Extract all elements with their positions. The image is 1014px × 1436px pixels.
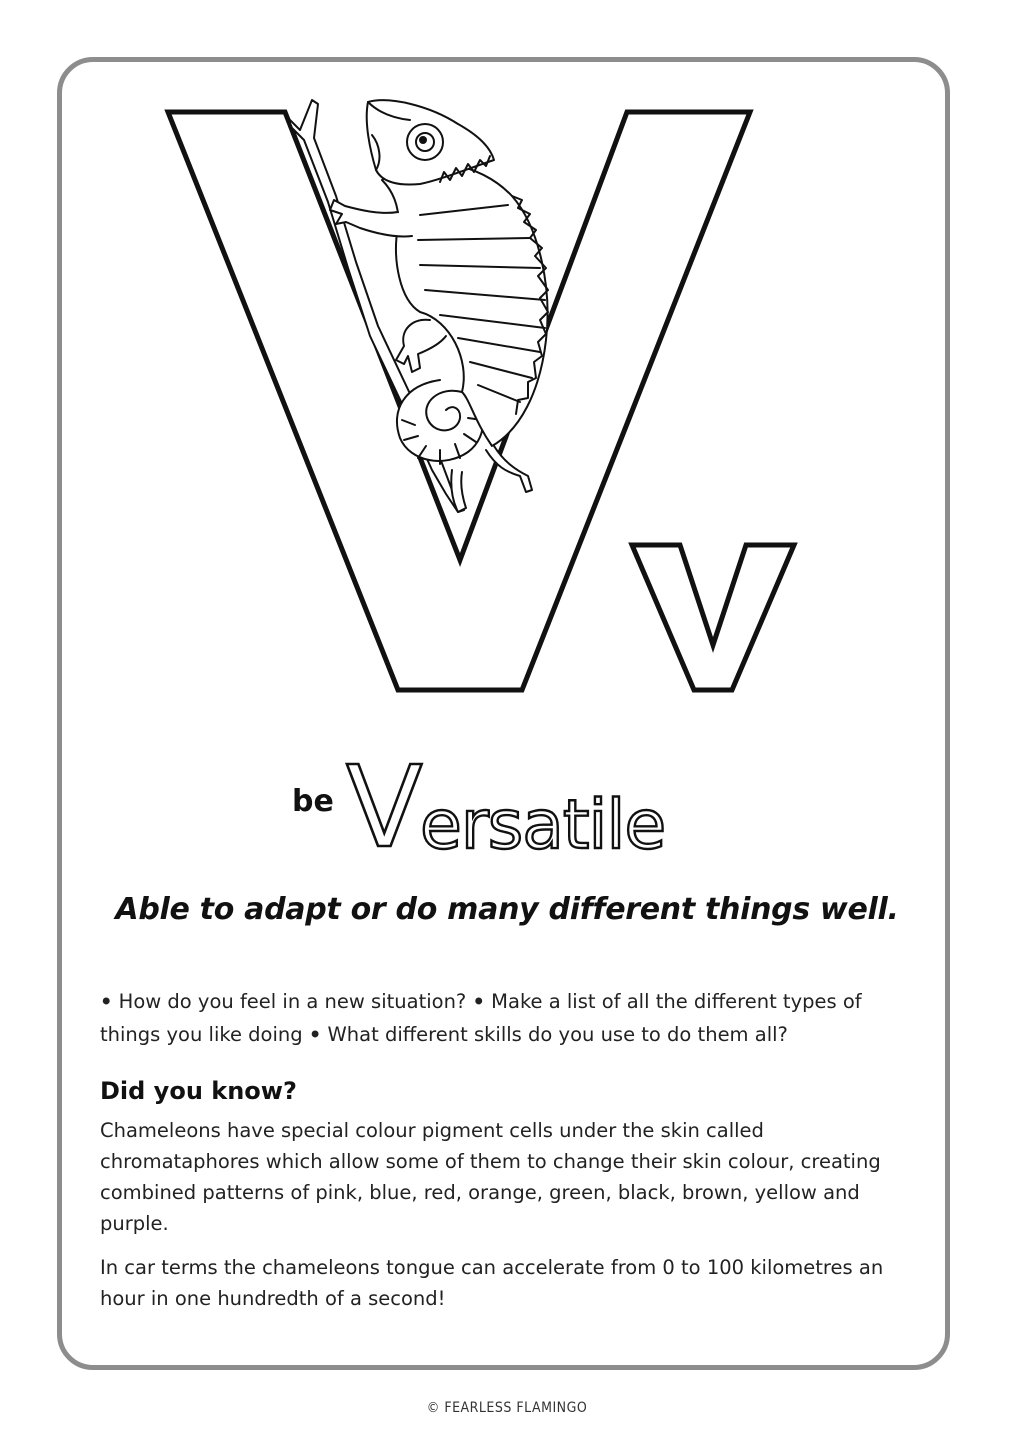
copyright-footer: © FEARLESS FLAMINGO — [426, 1400, 588, 1416]
be-prefix: be — [292, 784, 334, 819]
versatile-word — [340, 740, 720, 860]
back-leg — [396, 320, 446, 372]
definition-text: Able to adapt or do many different things well. — [115, 892, 899, 927]
question-list — [100, 985, 910, 1051]
fact-paragraph: In car terms the chameleons tongue can accelerate from 0 to 100 kilometres an hour in one hundredth of a second! — [100, 1256, 884, 1310]
bullet-icon: • — [100, 990, 113, 1013]
bullet-icon: • — [472, 990, 485, 1013]
word-row — [0, 740, 1014, 860]
question-item: How do you feel in a new situation? — [118, 990, 467, 1013]
versatile-rest: ersatile — [420, 786, 666, 860]
bullet-icon: • — [308, 1023, 322, 1046]
question-item: Make a list of all the different types of things you like doing — [100, 990, 862, 1046]
fact-paragraph: Chameleons have special colour pigment cells under the skin called chromataphores which allow some of them to change their skin colour, creating combined patterns of pink, blue, red, orange, green, black, brown, yellow and purple. — [100, 1119, 881, 1235]
lowercase-v-outline — [632, 545, 794, 690]
did-you-know-heading: Did you know? — [100, 1077, 297, 1105]
question-item: What different skills do you use to do them all? — [327, 1023, 788, 1046]
versatile-first-letter: V — [346, 743, 423, 860]
